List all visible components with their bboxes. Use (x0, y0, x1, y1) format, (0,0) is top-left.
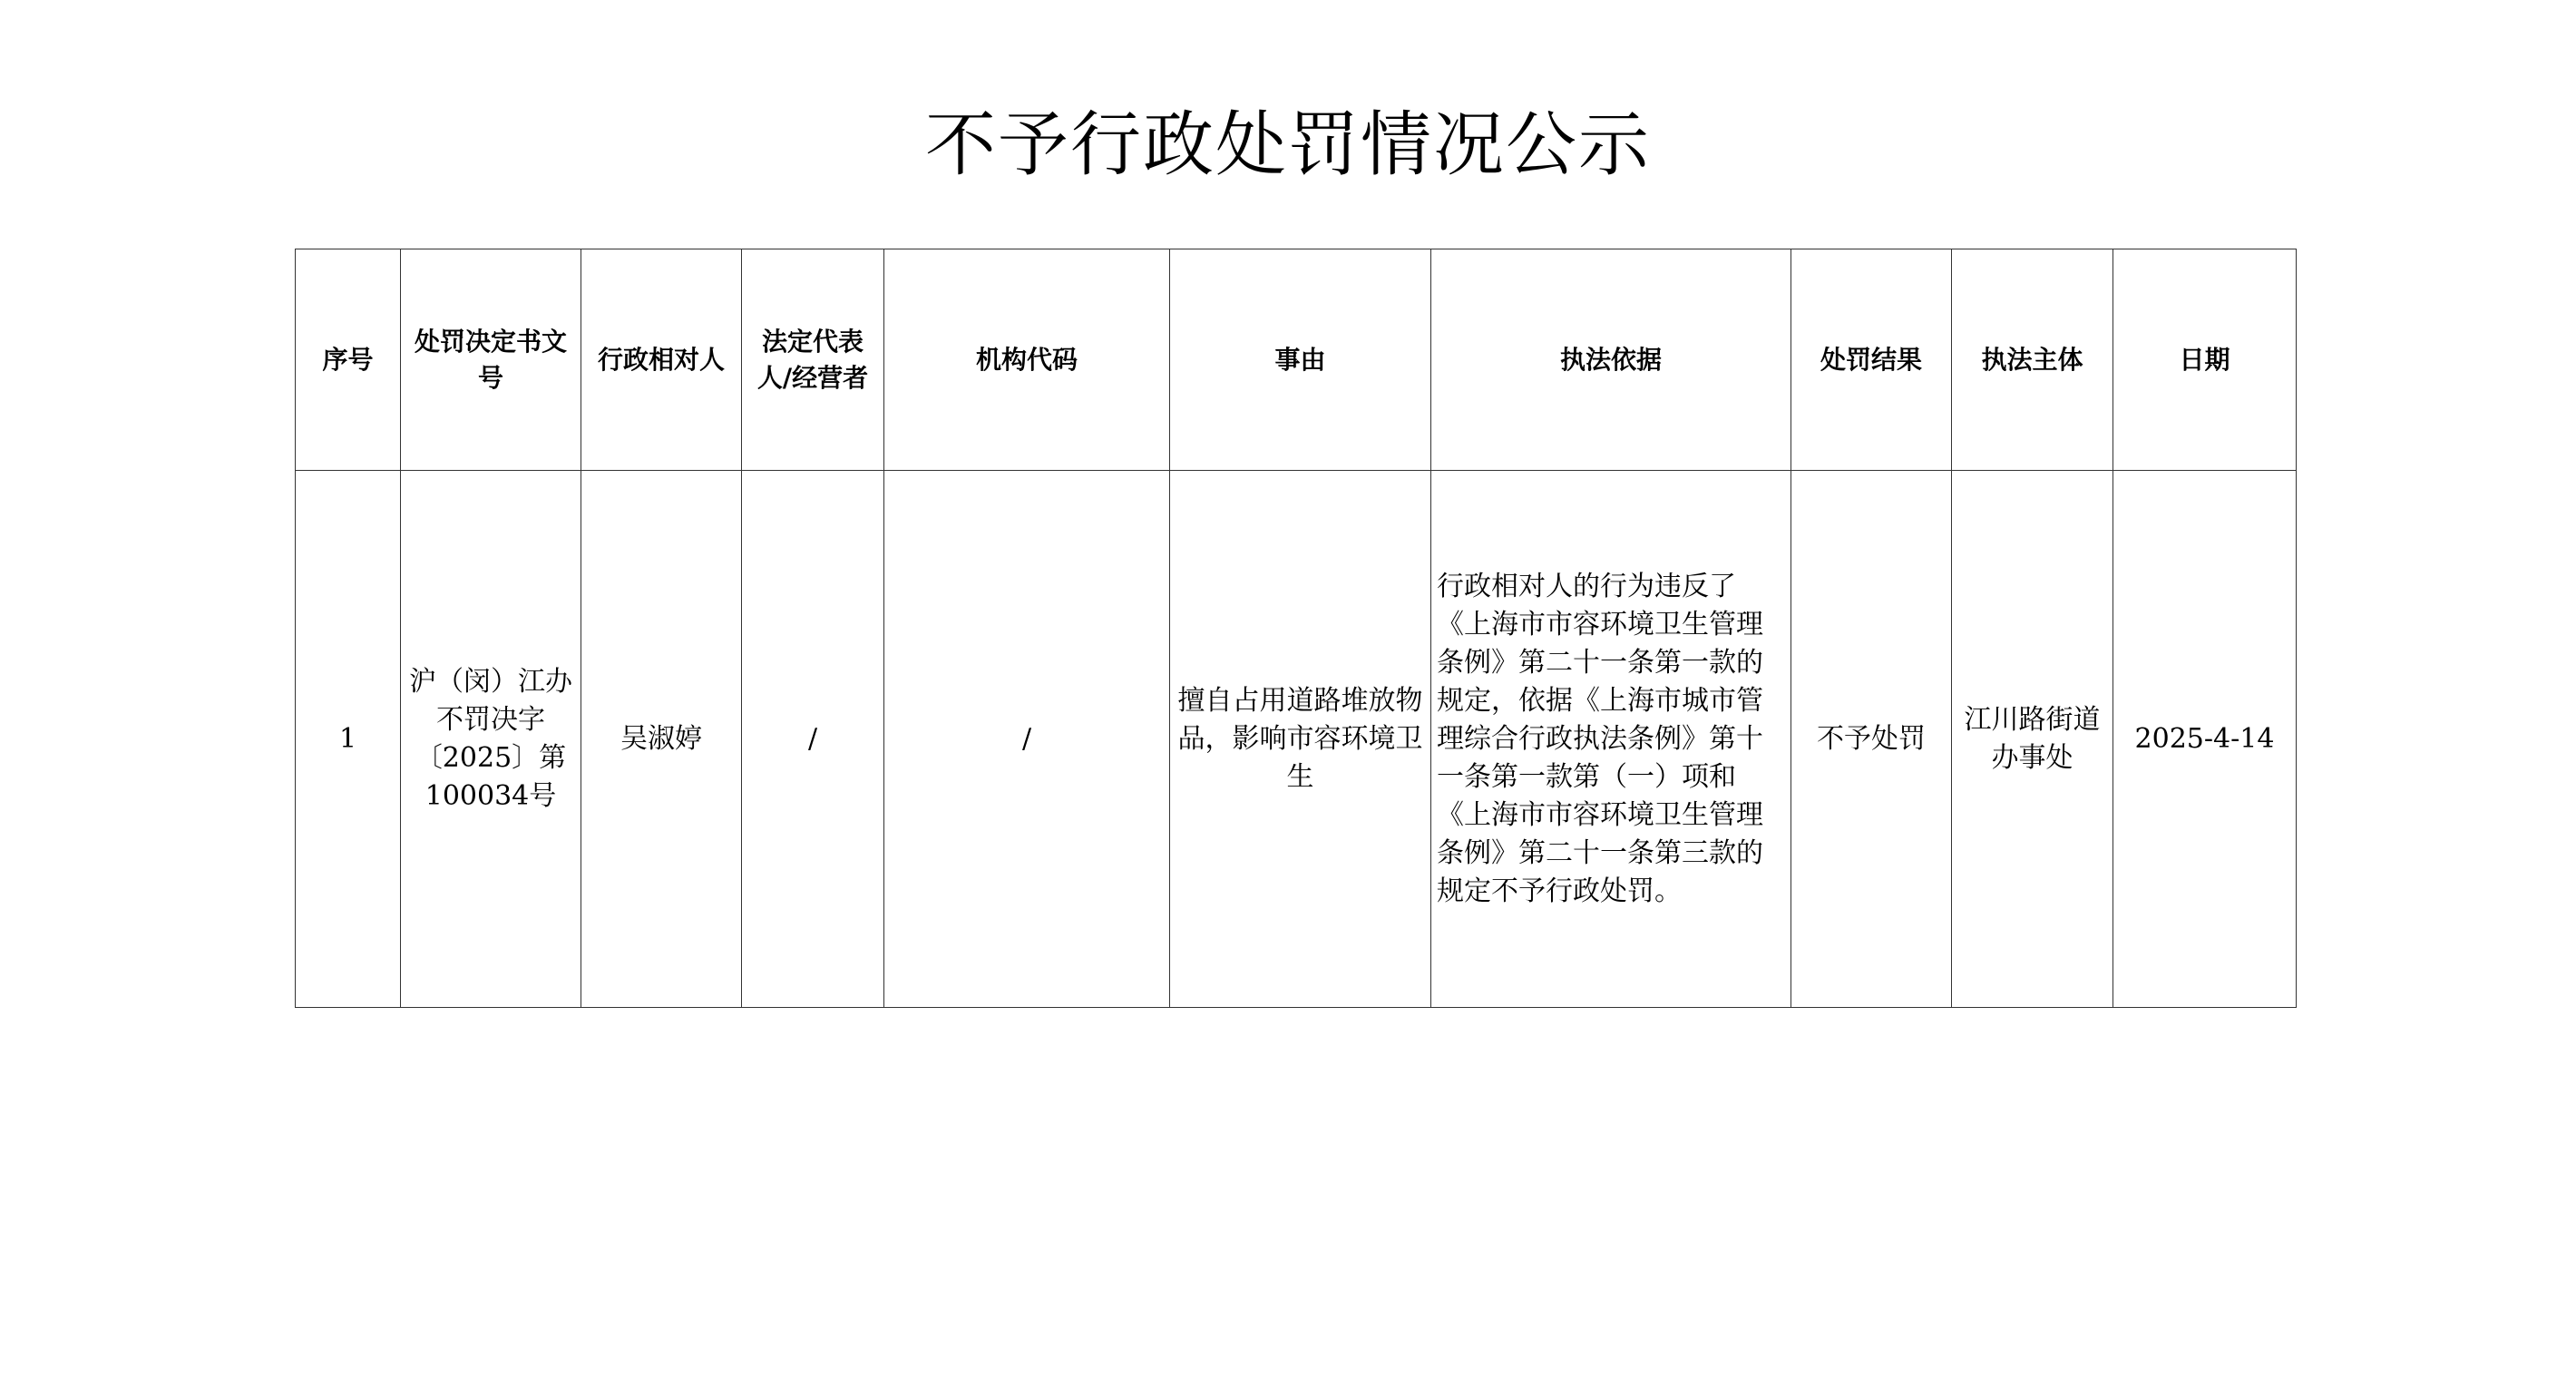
header-org-code: 机构代码 (884, 249, 1170, 471)
table-header-row (296, 249, 2297, 471)
cell-doc-no: 沪（闵）江办不罚决字〔2025〕第100034号 (401, 471, 581, 1008)
header-basis: 执法依据 (1431, 249, 1791, 471)
header-doc-no: 处罚决定书文号 (401, 249, 581, 471)
header-seq: 序号 (296, 249, 401, 471)
header-authority: 执法主体 (1952, 249, 2113, 471)
cell-reason: 擅自占用道路堆放物品，影响市容环境卫生 (1170, 471, 1431, 1008)
page-title: 不予行政处罚情况公示 (924, 104, 1651, 186)
cell-date: 2025-4-14 (2113, 471, 2297, 1008)
header-date: 日期 (2113, 249, 2297, 471)
header-reason: 事由 (1170, 249, 1431, 471)
cell-authority: 江川路街道办事处 (1952, 471, 2113, 1008)
cell-org-code: / (884, 471, 1170, 1008)
table-row (296, 471, 2297, 1008)
header-result: 处罚结果 (1791, 249, 1952, 471)
cell-legal-rep: / (742, 471, 884, 1008)
cell-seq: 1 (296, 471, 401, 1008)
cell-basis: 行政相对人的行为违反了《上海市市容环境卫生管理条例》第二十一条第一款的规定，依据《上海市城市管理综合行政执法条例》第十一条第一款第（一）项和《上海市市容环境卫生管理条例》第二十一条第三款的规定不予行政处罚。 (1431, 471, 1791, 1008)
cell-party: 吴淑婷 (581, 471, 742, 1008)
penalty-table (295, 249, 2297, 1008)
header-party: 行政相对人 (581, 249, 742, 471)
cell-result: 不予处罚 (1791, 471, 1952, 1008)
header-legal-rep: 法定代表人/经营者 (742, 249, 884, 471)
